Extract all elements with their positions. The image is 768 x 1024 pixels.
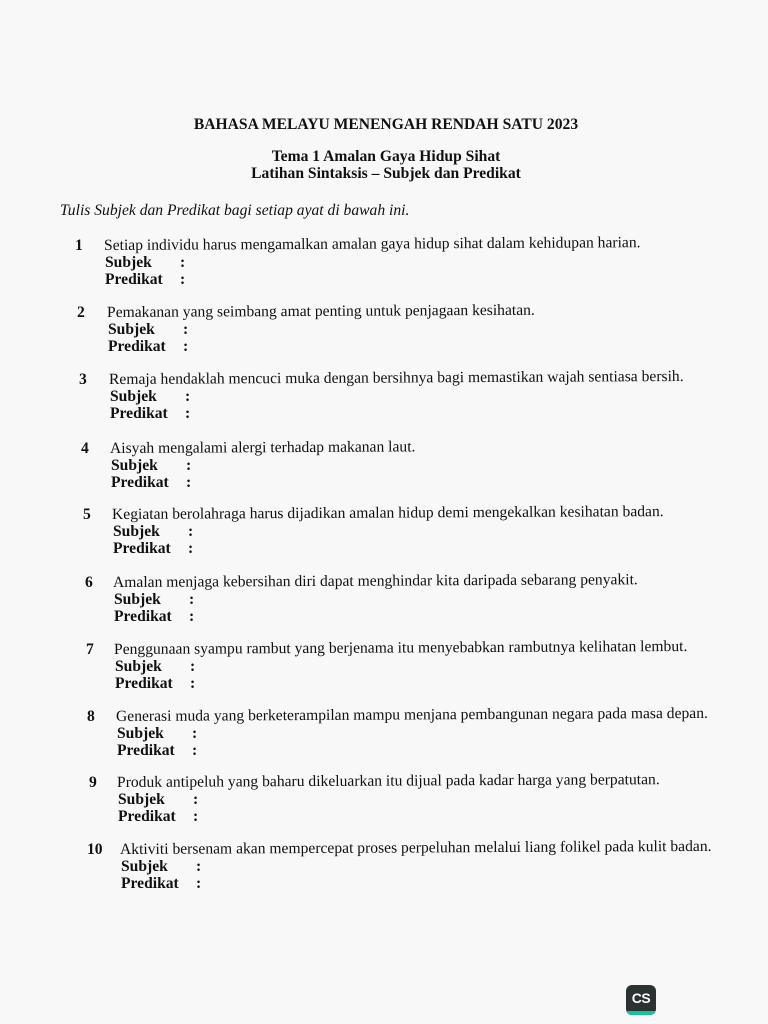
question-number: 5	[83, 506, 91, 523]
question-sentence: Kegiatan berolahraga harus dijadikan amalan hidup demi mengekalkan kesihatan badan.	[111, 503, 664, 523]
subject-label: Subjek	[118, 791, 165, 808]
predicate-row	[109, 405, 684, 422]
question-sentence: Produk antipeluh yang baharu dikeluarkan itu dijual pada kadar harga yang berpatutan.	[116, 771, 660, 791]
subject-row	[104, 254, 641, 271]
predicate-label: Predikat	[118, 808, 176, 825]
predicate-row	[112, 540, 664, 557]
question-sentence: Remaja hendaklah mencuci muka dengan bersihnya bagi memastikan wajah sentiasa bersih.	[108, 367, 684, 388]
subject-row	[113, 591, 638, 608]
question-item	[0, 704, 768, 759]
exercise-heading: Latihan Sintaksis – Subjek dan Predikat	[251, 165, 521, 182]
question-body	[111, 503, 664, 557]
predicate-colon: :	[183, 338, 189, 355]
question-body	[110, 440, 415, 491]
subject-row	[107, 321, 535, 338]
question-number: 6	[85, 574, 93, 591]
question-body	[106, 301, 535, 355]
subject-label: Subjek	[115, 658, 162, 675]
predicate-colon: :	[180, 271, 186, 288]
predicate-row	[107, 338, 535, 355]
subject-row	[117, 791, 660, 808]
predicate-label: Predikat	[111, 474, 169, 491]
subject-label: Subjek	[117, 725, 164, 742]
question-item	[0, 503, 768, 557]
subject-label: Subjek	[121, 858, 168, 875]
question-body	[119, 837, 712, 892]
subject-colon: :	[190, 658, 196, 675]
question-sentence: Aktiviti bersenam akan mempercepat proses perpeluhan melalui liang folikel pada kulit badan.	[119, 837, 712, 858]
question-item	[0, 771, 768, 825]
subject-colon: :	[196, 858, 202, 875]
predicate-row	[110, 474, 415, 491]
subject-colon: :	[180, 254, 186, 271]
predicate-row	[113, 608, 638, 625]
question-sentence: Penggunaan syampu rambut yang berjenama itu menyebabkan rambutnya kelihatan lembut.	[113, 637, 688, 658]
predicate-label: Predikat	[115, 675, 173, 692]
subject-row	[109, 388, 684, 405]
predicate-colon: :	[186, 474, 192, 491]
question-item	[0, 301, 768, 355]
logo-accent-bar	[626, 1011, 656, 1015]
predicate-colon: :	[192, 742, 198, 759]
predicate-row	[116, 742, 708, 759]
question-number: 8	[87, 708, 95, 725]
subject-row	[114, 658, 687, 675]
subject-colon: :	[189, 591, 195, 608]
subject-row	[116, 725, 708, 742]
predicate-label: Predikat	[121, 875, 179, 892]
question-number: 7	[86, 641, 94, 658]
subject-row	[120, 858, 712, 875]
subject-colon: :	[185, 388, 191, 405]
question-sentence: Generasi muda yang berketerampilan mampu menjana pembangunan negara pada masa depan.	[115, 704, 708, 725]
logo-text: CS	[631, 990, 651, 1006]
instruction-text: Tulis Subjek dan Predikat bagi setiap ayat di bawah ini.	[60, 202, 410, 219]
subject-row	[112, 523, 664, 540]
question-body	[103, 234, 641, 288]
question-number: 3	[79, 371, 87, 388]
predicate-row	[120, 875, 712, 892]
theme-heading: Tema 1 Amalan Gaya Hidup Sihat	[271, 148, 501, 165]
question-number: 4	[81, 440, 89, 457]
question-item	[0, 571, 768, 625]
question-item	[0, 234, 768, 288]
predicate-label: Predikat	[105, 271, 163, 288]
predicate-row	[104, 271, 641, 288]
subject-colon: :	[192, 725, 198, 742]
camscanner-logo-icon	[626, 985, 656, 1015]
subject-label: Subjek	[108, 321, 155, 338]
subject-colon: :	[193, 791, 199, 808]
predicate-colon: :	[196, 875, 202, 892]
subject-label: Subjek	[111, 457, 158, 474]
subject-row	[110, 457, 415, 474]
predicate-label: Predikat	[113, 540, 171, 557]
predicate-colon: :	[190, 675, 196, 692]
subject-label: Subjek	[114, 591, 161, 608]
predicate-label: Predikat	[114, 608, 172, 625]
subject-colon: :	[186, 457, 192, 474]
question-item	[0, 440, 768, 491]
question-number: 10	[87, 841, 103, 858]
question-sentence: Setiap individu harus mengamalkan amalan gaya hidup sihat dalam kehidupan harian.	[103, 234, 641, 254]
question-number: 9	[89, 774, 97, 791]
question-item	[0, 837, 768, 892]
subject-colon: :	[188, 523, 194, 540]
predicate-row	[117, 808, 660, 825]
document-title: BAHASA MELAYU MENENGAH RENDAH SATU 2023	[193, 116, 579, 133]
question-sentence: Pemakanan yang seimbang amat penting untuk penjagaan kesihatan.	[106, 301, 535, 321]
predicate-colon: :	[185, 405, 191, 422]
question-body	[112, 571, 638, 625]
question-item	[0, 367, 768, 422]
predicate-row	[114, 675, 687, 692]
predicate-label: Predikat	[117, 742, 175, 759]
question-item	[0, 637, 768, 692]
question-number: 2	[77, 304, 85, 321]
question-body	[108, 367, 684, 422]
predicate-label: Predikat	[110, 405, 168, 422]
predicate-colon: :	[193, 808, 199, 825]
question-sentence: Aisyah mengalami alergi terhadap makanan laut.	[109, 438, 416, 457]
question-body	[116, 771, 660, 825]
predicate-colon: :	[189, 608, 195, 625]
question-body	[113, 637, 688, 692]
subject-label: Subjek	[105, 254, 152, 271]
subject-label: Subjek	[113, 523, 160, 540]
question-sentence: Amalan menjaga kebersihan diri dapat menghindar kita daripada sebarang penyakit.	[112, 571, 638, 591]
predicate-label: Predikat	[108, 338, 166, 355]
question-body	[115, 704, 708, 759]
subject-label: Subjek	[110, 388, 157, 405]
question-number: 1	[75, 237, 83, 254]
subject-colon: :	[183, 321, 189, 338]
predicate-colon: :	[188, 540, 194, 557]
